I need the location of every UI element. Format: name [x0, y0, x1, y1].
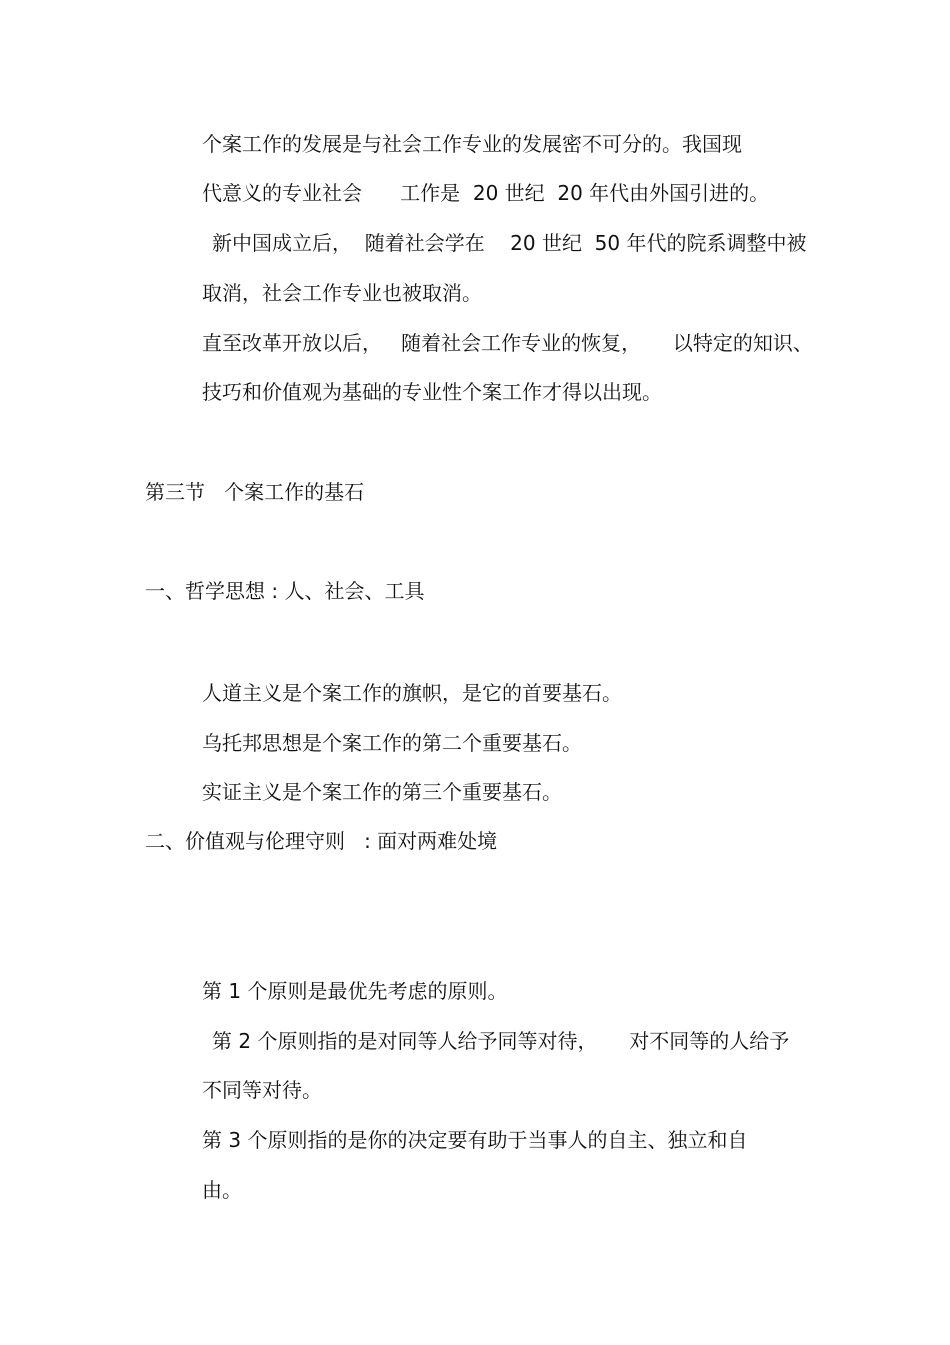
- list-item: 实证主义是个案工作的第三个重要基石。: [202, 780, 562, 804]
- paragraph-line: 直至改革开放以后， 随着社会工作专业的恢复， 以特定的知识、: [202, 331, 813, 355]
- paragraph-line: 新中国成立后， 随着社会学在 20 世纪 50 年代的院系调整中被: [212, 231, 807, 255]
- principle-line: 第 3 个原则指的是你的决定要有助于当事人的自主、独立和自: [202, 1128, 748, 1152]
- paragraph-line: 技巧和价值观为基础的专业性个案工作才得以出现。: [202, 380, 662, 404]
- list-item: 人道主义是个案工作的旗帜，是它的首要基石。: [202, 681, 622, 705]
- principle-line: 由。: [202, 1178, 242, 1202]
- paragraph-line: 个案工作的发展是与社会工作专业的发展密不可分的。我国现: [202, 132, 742, 156]
- paragraph-line: 代意义的专业社会 工作是 20 世纪 20 年代由外国引进的。: [202, 181, 770, 205]
- part2-heading: 二、价值观与伦理守则 : 面对两难处境: [145, 829, 498, 853]
- principle-line: 第 1 个原则是最优先考虑的原则。: [202, 979, 508, 1003]
- section-title: 第三节 个案工作的基石: [145, 480, 365, 504]
- part1-heading: 一、哲学思想 : 人、社会、工具: [145, 579, 425, 603]
- principle-line: 第 2 个原则指的是对同等人给予同等对待， 对不同等的人给予: [212, 1029, 790, 1053]
- list-item: 乌托邦思想是个案工作的第二个重要基石。: [202, 731, 582, 755]
- paragraph-line: 取消，社会工作专业也被取消。: [202, 281, 482, 305]
- principle-line: 不同等对待。: [202, 1078, 322, 1102]
